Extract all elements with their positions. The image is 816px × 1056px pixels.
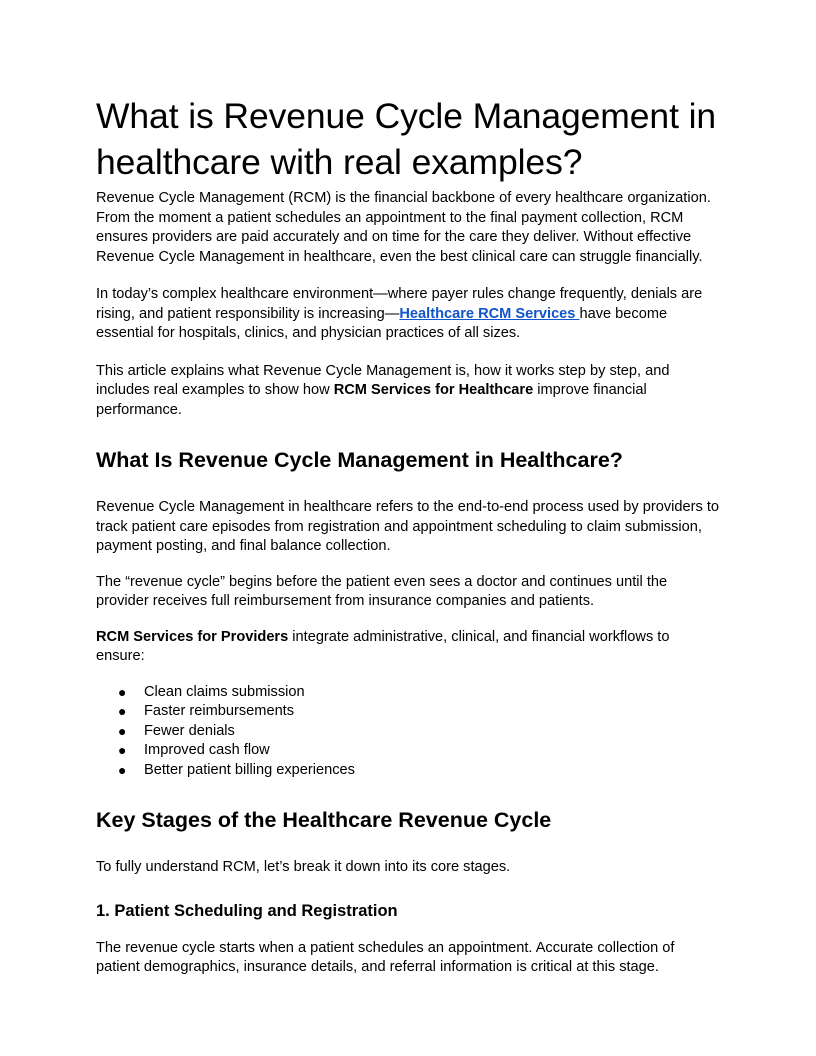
intro-paragraph-2 [96,285,720,344]
healthcare-rcm-services-link[interactable]: Healthcare RCM Services [399,305,580,322]
section-1-heading: What Is Revenue Cycle Management in Healthcare? [96,448,623,472]
bullet-icon: ● [118,703,127,719]
intro-paragraph-3-text-b: improve financial performance. [96,382,647,418]
list-item [96,722,720,742]
document-page [96,93,720,978]
list-item-text: Better patient billing experiences [144,761,355,778]
list-item [96,761,720,781]
list-item [96,683,720,703]
intro-paragraph-2-text-a: In today’s complex healthcare environment—where payer rules change frequently, denials are rising, and patient responsibility is increasing— [96,286,703,322]
section-1-paragraph-1: Revenue Cycle Management in healthcare refers to the end-to-end process used by providers to track patient care episodes from registration and appointment scheduling to claim submission, payment posting, and final balance collection. [96,499,720,554]
benefits-list [96,683,720,781]
list-item-text: Improved cash flow [144,742,270,758]
section-1-paragraph-3 [96,628,720,667]
bullet-icon: ● [118,742,127,758]
intro-paragraph-2-text-b: have become essential for hospitals, clinics, and physician practices of all sizes. [96,305,668,341]
subsection-1-paragraph-1: The revenue cycle starts when a patient schedules an appointment. Accurate collection of patient demographics, insurance details, and referral information is critical at this stage. [96,939,675,975]
intro-paragraph-3-text-a: This article explains what Revenue Cycle Management is, how it works step by step, and includes real examples to show how [96,362,670,398]
section-1-paragraph-3-bold: RCM Services for Providers [96,628,289,645]
list-item [96,702,720,722]
section-2-heading: Key Stages of the Healthcare Revenue Cycle [96,808,552,832]
list-item-text: Clean claims submission [144,683,305,700]
section-1-paragraph-2: The “revenue cycle” begins before the patient even sees a doctor and continues until the provider receives full reimbursement from insurance companies and patients. [96,573,668,609]
intro-paragraph-3-bold: RCM Services for Healthcare [333,382,534,398]
intro-paragraph-3 [96,362,720,421]
bullet-icon: ● [118,761,127,778]
subsection-1-heading: 1. Patient Scheduling and Registration [96,901,398,920]
section-1-paragraph-3-text: integrate administrative, clinical, and financial workflows to ensure: [96,628,670,664]
intro-paragraph-1: Revenue Cycle Management (RCM) is the financial backbone of every healthcare organization. From the moment a patient schedules an appointment to the final payment collection, RCM ensures providers are paid accurately and on time for the care they deliver. Without effective Revenue Cycle Management in healthcare, even the best clinical care can struggle financially. [96,190,711,265]
list-item-text: Fewer denials [144,722,235,739]
page-title: What is Revenue Cycle Management in healthcare with real examples? [96,96,717,182]
list-item-text: Faster reimbursements [144,703,295,719]
bullet-icon: ● [118,722,127,739]
list-item [96,741,720,761]
section-2-paragraph-1: To fully understand RCM, let’s break it down into its core stages. [96,859,511,875]
bullet-icon: ● [118,683,127,700]
